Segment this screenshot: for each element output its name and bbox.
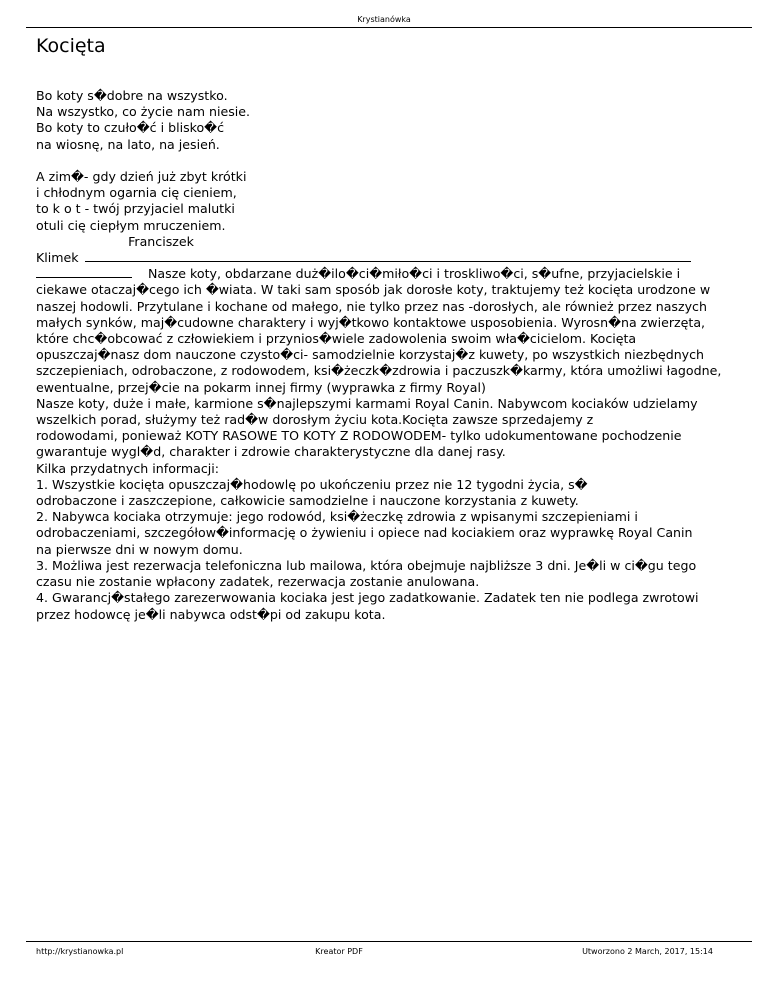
footer-url[interactable]: http://krystianowka.pl xyxy=(36,947,124,956)
poem-author-last: Klimek xyxy=(36,250,79,266)
poem-author-first-text: Franciszek xyxy=(128,233,194,249)
body-text: Nasze koty, duże i małe, karmione s�najlepszymi karmami Royal Canin. Nabywcom kociaków udzielamy wszelkich porad, służymy też rad�w dorosłym życiu kota.Kocięta zawsze sprzedajemy z rodowodami, ponieważ KOTY RASOWE TO KOTY Z RODOWODEM- tylko udokumentowane pochodzenie gwarantuje wygl�d, charakter i zdrowie charakterystyczne dla danej rasy. Kilka przydatnych informacji: 1. Wszystkie kocięta opuszczaj�hodowlę po ukończeniu przez nie 12 tygodni życia, s� odrobaczone i zaszczepione, całkowicie samodzielne i nauczone korzystania z kuwety. 2. Nabywca kociaka otrzymuje: jego rodowód, ksi�żeczkę zdrowia z wpisanymi szczepieniami i odrobaczeniami, szczegółow�informację o żywieniu i opiece nad kociakiem oraz wyprawkę Royal Canin na pierwsze dni w nowym domu. 3. Możliwa jest rezerwacja telefoniczna lub mailowa, która obejmuje najbliższe 3 dni. Je�li w ci�gu tego czasu nie zostanie wpłacony zadatek, rezerwacja zostanie anulowana. 4. Gwarancj�stałego zarezerwowania kociaka jest jego zadatkowanie. Zadatek ten nie podlega zwrotowi przez hodowcę je�li nabywca odst�pi od zakupu kota. xyxy=(36,395,699,622)
poem-stanza-2: A zim�- gdy dzień już zbyt krótki i chłodnym ogarnia cię cieniem, to k o t - twój przyjaciel malutki otuli cię ciepłym mruczeniem. xyxy=(36,169,247,233)
poem-author-line xyxy=(36,250,726,266)
poem-stanza-1: Bo koty s�dobre na wszystko. Na wszystko, co życie nam niesie. Bo koty to czuło�ć i blisko�ć na wiosnę, na lato, na jesień. xyxy=(36,88,251,152)
footer-created: Utworzono 2 March, 2017, 15:14 xyxy=(582,947,713,956)
signature-rule xyxy=(85,251,691,262)
page-title: Kocięta xyxy=(36,35,106,57)
intro-paragraph xyxy=(36,266,726,396)
poem-author-first xyxy=(36,234,726,250)
footer-generator: Kreator PDF xyxy=(315,947,363,956)
header-divider xyxy=(26,27,752,28)
footer-divider xyxy=(26,941,752,942)
intro-text: Nasze koty, obdarzane duż�ilo�ci�miło�ci i troskliwo�ci, s�ufne, przyjacielskie i ciekawe otaczaj�cego ich �wiata. W taki sam sposób jak dorosłe koty, traktujemy też kocięta urodzone w naszej hodowli. Przytulane i kochane od małego, nie tylko przez nas -dorosłych, ale również przez naszych małych synków, maj�cudowne charaktery i wyj�tkowo kontaktowe usposobienia. Wyrosn�na zwierzęta, które chc�obcować z człowiekiem i przynios�wiele zadowolenia swoim wła�cicielom. Kocięta opuszczaj�nasz dom nauczone czysto�ci- samodzielnie korzystaj�z kuwety, po wszystkich niezbędnych szczepieniach, odrobaczone, z rodowodem, ksi�żeczk�zdrowia i paczuszk�karmy, która umożliwi łagodne, ewentualne, przej�cie na pokarm innej firmy (wyprawka z firmy Royal) xyxy=(36,266,726,395)
blank-line xyxy=(36,267,132,278)
site-header: Krystianówka xyxy=(357,15,411,24)
article-content xyxy=(36,88,726,623)
